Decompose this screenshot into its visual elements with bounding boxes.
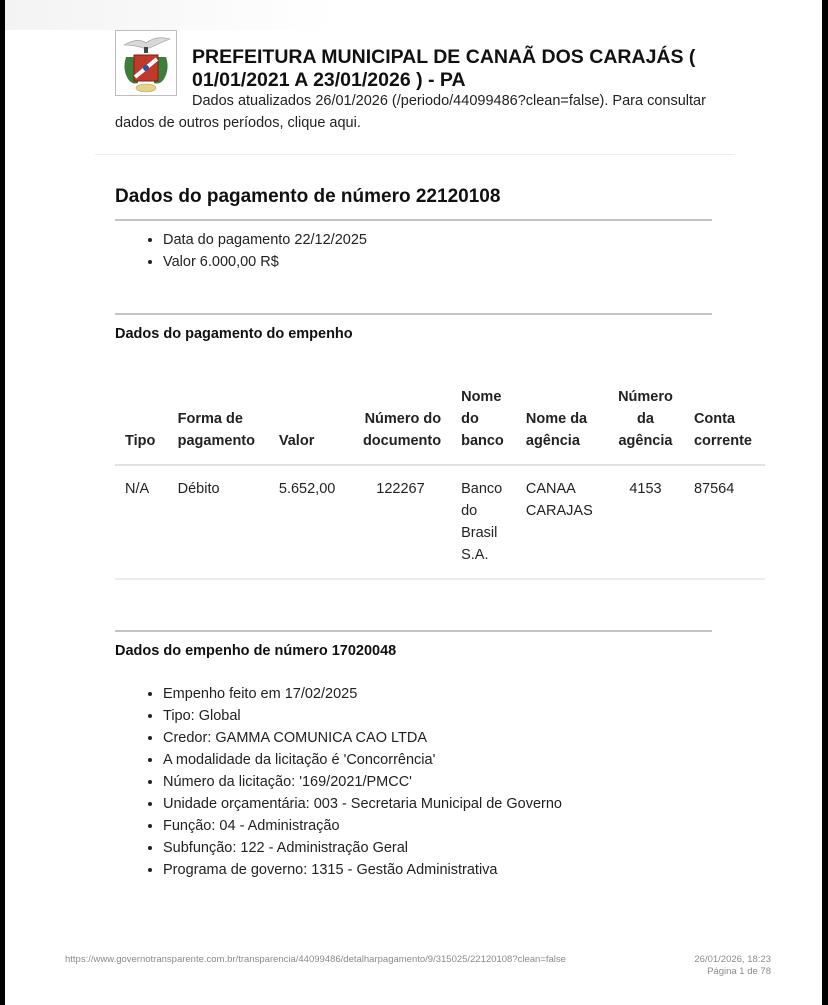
state-coat-of-arms-icon [115,30,177,96]
page-counter: Página 1 de 78 [707,966,771,977]
page-title: PREFEITURA MUNICIPAL DE CANAÃ DOS CARAJÁS ( 01/01/2021 A 23/01/2026 ) - PA [192,46,696,91]
empenho-budget-unit-item: • Unidade orçamentária: 003 - Secretaria Municipal de Governo [163,793,562,815]
empenho-function-item: • Função: 04 - Administração [163,815,562,837]
cell-forma-pagamento: Débito [168,465,269,579]
empenho-bid-number-item: • Número da licitação: '169/2021/PMCC' [163,771,562,793]
table-row [115,465,765,579]
column-header-tipo: Tipo [115,386,168,465]
payment-heading: Dados do pagamento de número 22120108 [115,186,501,207]
data-update-notice [115,90,715,134]
empenho-payment-table [115,386,765,580]
section-rule-empenho [115,630,712,632]
payment-date-item: • Data do pagamento 22/12/2025 [163,229,367,251]
print-footer-url: https://www.governotransparente.com.br/transparencia/44099486/detalharpagamento/9/315025/22120108?clean=false [65,954,566,965]
column-header-forma-pagamento: Forma de pagamento [168,386,269,465]
column-header-nome-banco: Nome do banco [451,386,516,465]
empenho-heading: Dados do empenho de número 17020048 [115,643,397,659]
column-header-valor: Valor [269,386,350,465]
empenho-subfunction-item: • Subfunção: 122 - Administração Geral [163,837,562,859]
cell-numero-agencia: 4153 [607,465,684,579]
empenho-program-item: • Programa de governo: 1315 - Gestão Administrativa [163,859,562,881]
column-header-nome-agencia: Nome da agência [516,386,607,465]
table-header-row [115,386,765,465]
column-header-numero-agencia: Número da agência [607,386,684,465]
other-periods-link[interactable]: Dados atualizados 26/01/2026 (/periodo/44099486?clean=false). Para consultar dados de outros períodos, clique aqui. [115,93,706,131]
empenho-type-item: • Tipo: Global [163,705,562,727]
header-divider [95,154,735,155]
cell-nome-banco: Banco do Brasil S.A. [451,465,516,579]
empenho-date-item: • Empenho feito em 17/02/2025 [163,683,562,705]
column-header-conta-corrente: Conta corrente [684,386,765,465]
print-datetime: 26/01/2026, 18:23 [694,954,771,965]
cell-nome-agencia: CANAA CARAJAS [516,465,607,579]
empenho-payment-heading: Dados do pagamento do empenho [115,326,353,342]
empenho-modality-item: • A modalidade da licitação é 'Concorrência' [163,749,562,771]
print-footer-meta [645,954,771,978]
empenho-details-list [115,683,562,881]
payment-heading-rule [115,219,712,221]
cell-conta-corrente: 87564 [684,465,765,579]
section-rule [115,313,712,315]
column-header-numero-documento: Número do documento [350,386,451,465]
payment-value-item: • Valor 6.000,00 R$ [163,251,367,273]
document-page [5,0,822,1005]
cell-tipo: N/A [115,465,168,579]
cell-numero-documento: 122267 [350,465,451,579]
payment-details-list [115,229,367,273]
cell-valor: 5.652,00 [269,465,350,579]
empenho-creditor-item: • Credor: GAMMA COMUNICA CAO LTDA [163,727,562,749]
